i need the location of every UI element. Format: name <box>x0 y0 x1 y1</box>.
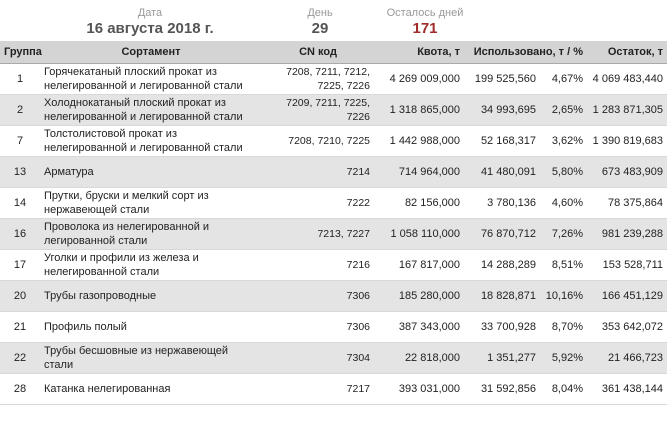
table-row <box>0 374 667 405</box>
table-row <box>0 219 667 250</box>
date-block <box>60 6 240 38</box>
group-cell: 28 <box>0 374 40 405</box>
used-percent-cell: 10,16% <box>540 281 587 312</box>
column-header-rest: Остаток, т <box>587 41 667 64</box>
used-percent-cell: 8,04% <box>540 374 587 405</box>
quota-table <box>0 41 667 405</box>
used-cell: 1 351,277 <box>464 343 540 374</box>
used-cell: 76 870,712 <box>464 219 540 250</box>
rest-cell: 4 069 483,440 <box>587 64 667 95</box>
assortment-cell: Трубы газопроводные <box>40 281 262 312</box>
quota-cell: 167 817,000 <box>374 250 464 281</box>
cn-code-cell: 7209, 7211, 7225, 7226 <box>262 95 374 126</box>
quota-cell: 1 318 865,000 <box>374 95 464 126</box>
rest-cell: 153 528,711 <box>587 250 667 281</box>
group-cell: 22 <box>0 343 40 374</box>
days-left-label: Осталось дней <box>386 7 464 19</box>
used-percent-cell: 4,60% <box>540 188 587 219</box>
used-cell: 14 288,289 <box>464 250 540 281</box>
column-header-group: Группа <box>0 41 40 64</box>
table-row <box>0 64 667 95</box>
used-cell: 34 993,695 <box>464 95 540 126</box>
cn-code-cell: 7213, 7227 <box>262 219 374 250</box>
table-header-row <box>0 41 667 64</box>
column-header-used: Использовано, т / % <box>464 41 587 64</box>
group-cell: 13 <box>0 157 40 188</box>
assortment-cell: Проволока из нелегированной и легированной стали <box>40 219 262 250</box>
quota-cell: 4 269 009,000 <box>374 64 464 95</box>
cn-code-cell: 7222 <box>262 188 374 219</box>
quota-cell: 1 058 110,000 <box>374 219 464 250</box>
quota-cell: 387 343,000 <box>374 312 464 343</box>
used-percent-cell: 8,51% <box>540 250 587 281</box>
used-percent-cell: 2,65% <box>540 95 587 126</box>
used-percent-cell: 7,26% <box>540 219 587 250</box>
used-percent-cell: 5,80% <box>540 157 587 188</box>
days-left-block <box>380 6 470 38</box>
cn-code-cell: 7216 <box>262 250 374 281</box>
cn-code-cell: 7306 <box>262 312 374 343</box>
used-cell: 52 168,317 <box>464 126 540 157</box>
rest-cell: 353 642,072 <box>587 312 667 343</box>
day-block <box>290 6 350 38</box>
assortment-cell: Горячекатаный плоский прокат из нелегированной и легированной стали <box>40 64 262 95</box>
days-left-value: 171 <box>412 20 438 37</box>
assortment-cell: Уголки и профили из железа и нелегированной стали <box>40 250 262 281</box>
rest-cell: 1 390 819,683 <box>587 126 667 157</box>
day-label: День <box>307 7 333 19</box>
used-percent-cell: 4,67% <box>540 64 587 95</box>
assortment-cell: Арматура <box>40 157 262 188</box>
group-cell: 16 <box>0 219 40 250</box>
quota-cell: 82 156,000 <box>374 188 464 219</box>
table-row <box>0 126 667 157</box>
quota-cell: 185 280,000 <box>374 281 464 312</box>
used-percent-cell: 3,62% <box>540 126 587 157</box>
assortment-cell: Толстолистовой прокат из нелегированной и легированной стали <box>40 126 262 157</box>
date-value: 16 августа 2018 г. <box>86 20 214 37</box>
table-row <box>0 343 667 374</box>
used-cell: 41 480,091 <box>464 157 540 188</box>
group-cell: 21 <box>0 312 40 343</box>
quota-cell: 393 031,000 <box>374 374 464 405</box>
assortment-cell: Профиль полый <box>40 312 262 343</box>
cn-code-cell: 7304 <box>262 343 374 374</box>
group-cell: 2 <box>0 95 40 126</box>
group-cell: 20 <box>0 281 40 312</box>
assortment-cell: Трубы бесшовные из нержавеющей стали <box>40 343 262 374</box>
table-row <box>0 312 667 343</box>
table-row <box>0 250 667 281</box>
assortment-cell: Катанка нелегированная <box>40 374 262 405</box>
table-row <box>0 95 667 126</box>
rest-cell: 78 375,864 <box>587 188 667 219</box>
group-cell: 14 <box>0 188 40 219</box>
rest-cell: 21 466,723 <box>587 343 667 374</box>
cn-code-cell: 7217 <box>262 374 374 405</box>
cn-code-cell: 7214 <box>262 157 374 188</box>
cn-code-cell: 7306 <box>262 281 374 312</box>
group-cell: 1 <box>0 64 40 95</box>
column-header-cn: CN код <box>262 41 374 64</box>
table-row <box>0 188 667 219</box>
rest-cell: 673 483,909 <box>587 157 667 188</box>
column-header-quota: Квота, т <box>374 41 464 64</box>
rest-cell: 1 283 871,305 <box>587 95 667 126</box>
group-cell: 17 <box>0 250 40 281</box>
rest-cell: 981 239,288 <box>587 219 667 250</box>
date-label: Дата <box>137 7 163 19</box>
cn-code-cell: 7208, 7211, 7212, 7225, 7226 <box>262 64 374 95</box>
used-percent-cell: 8,70% <box>540 312 587 343</box>
used-cell: 31 592,856 <box>464 374 540 405</box>
day-value: 29 <box>311 20 329 37</box>
used-cell: 199 525,560 <box>464 64 540 95</box>
rest-cell: 361 438,144 <box>587 374 667 405</box>
assortment-cell: Прутки, бруски и мелкий сорт из нержавеющей стали <box>40 188 262 219</box>
quota-cell: 714 964,000 <box>374 157 464 188</box>
used-percent-cell: 5,92% <box>540 343 587 374</box>
used-cell: 18 828,871 <box>464 281 540 312</box>
assortment-cell: Холоднокатаный плоский прокат из нелегированной и легированной стали <box>40 95 262 126</box>
quota-cell: 22 818,000 <box>374 343 464 374</box>
used-cell: 3 780,136 <box>464 188 540 219</box>
cn-code-cell: 7208, 7210, 7225 <box>262 126 374 157</box>
rest-cell: 166 451,129 <box>587 281 667 312</box>
table-body <box>0 64 667 405</box>
quota-cell: 1 442 988,000 <box>374 126 464 157</box>
column-header-assortment: Сортамент <box>40 41 262 64</box>
table-row <box>0 157 667 188</box>
used-cell: 33 700,928 <box>464 312 540 343</box>
table-row <box>0 281 667 312</box>
group-cell: 7 <box>0 126 40 157</box>
